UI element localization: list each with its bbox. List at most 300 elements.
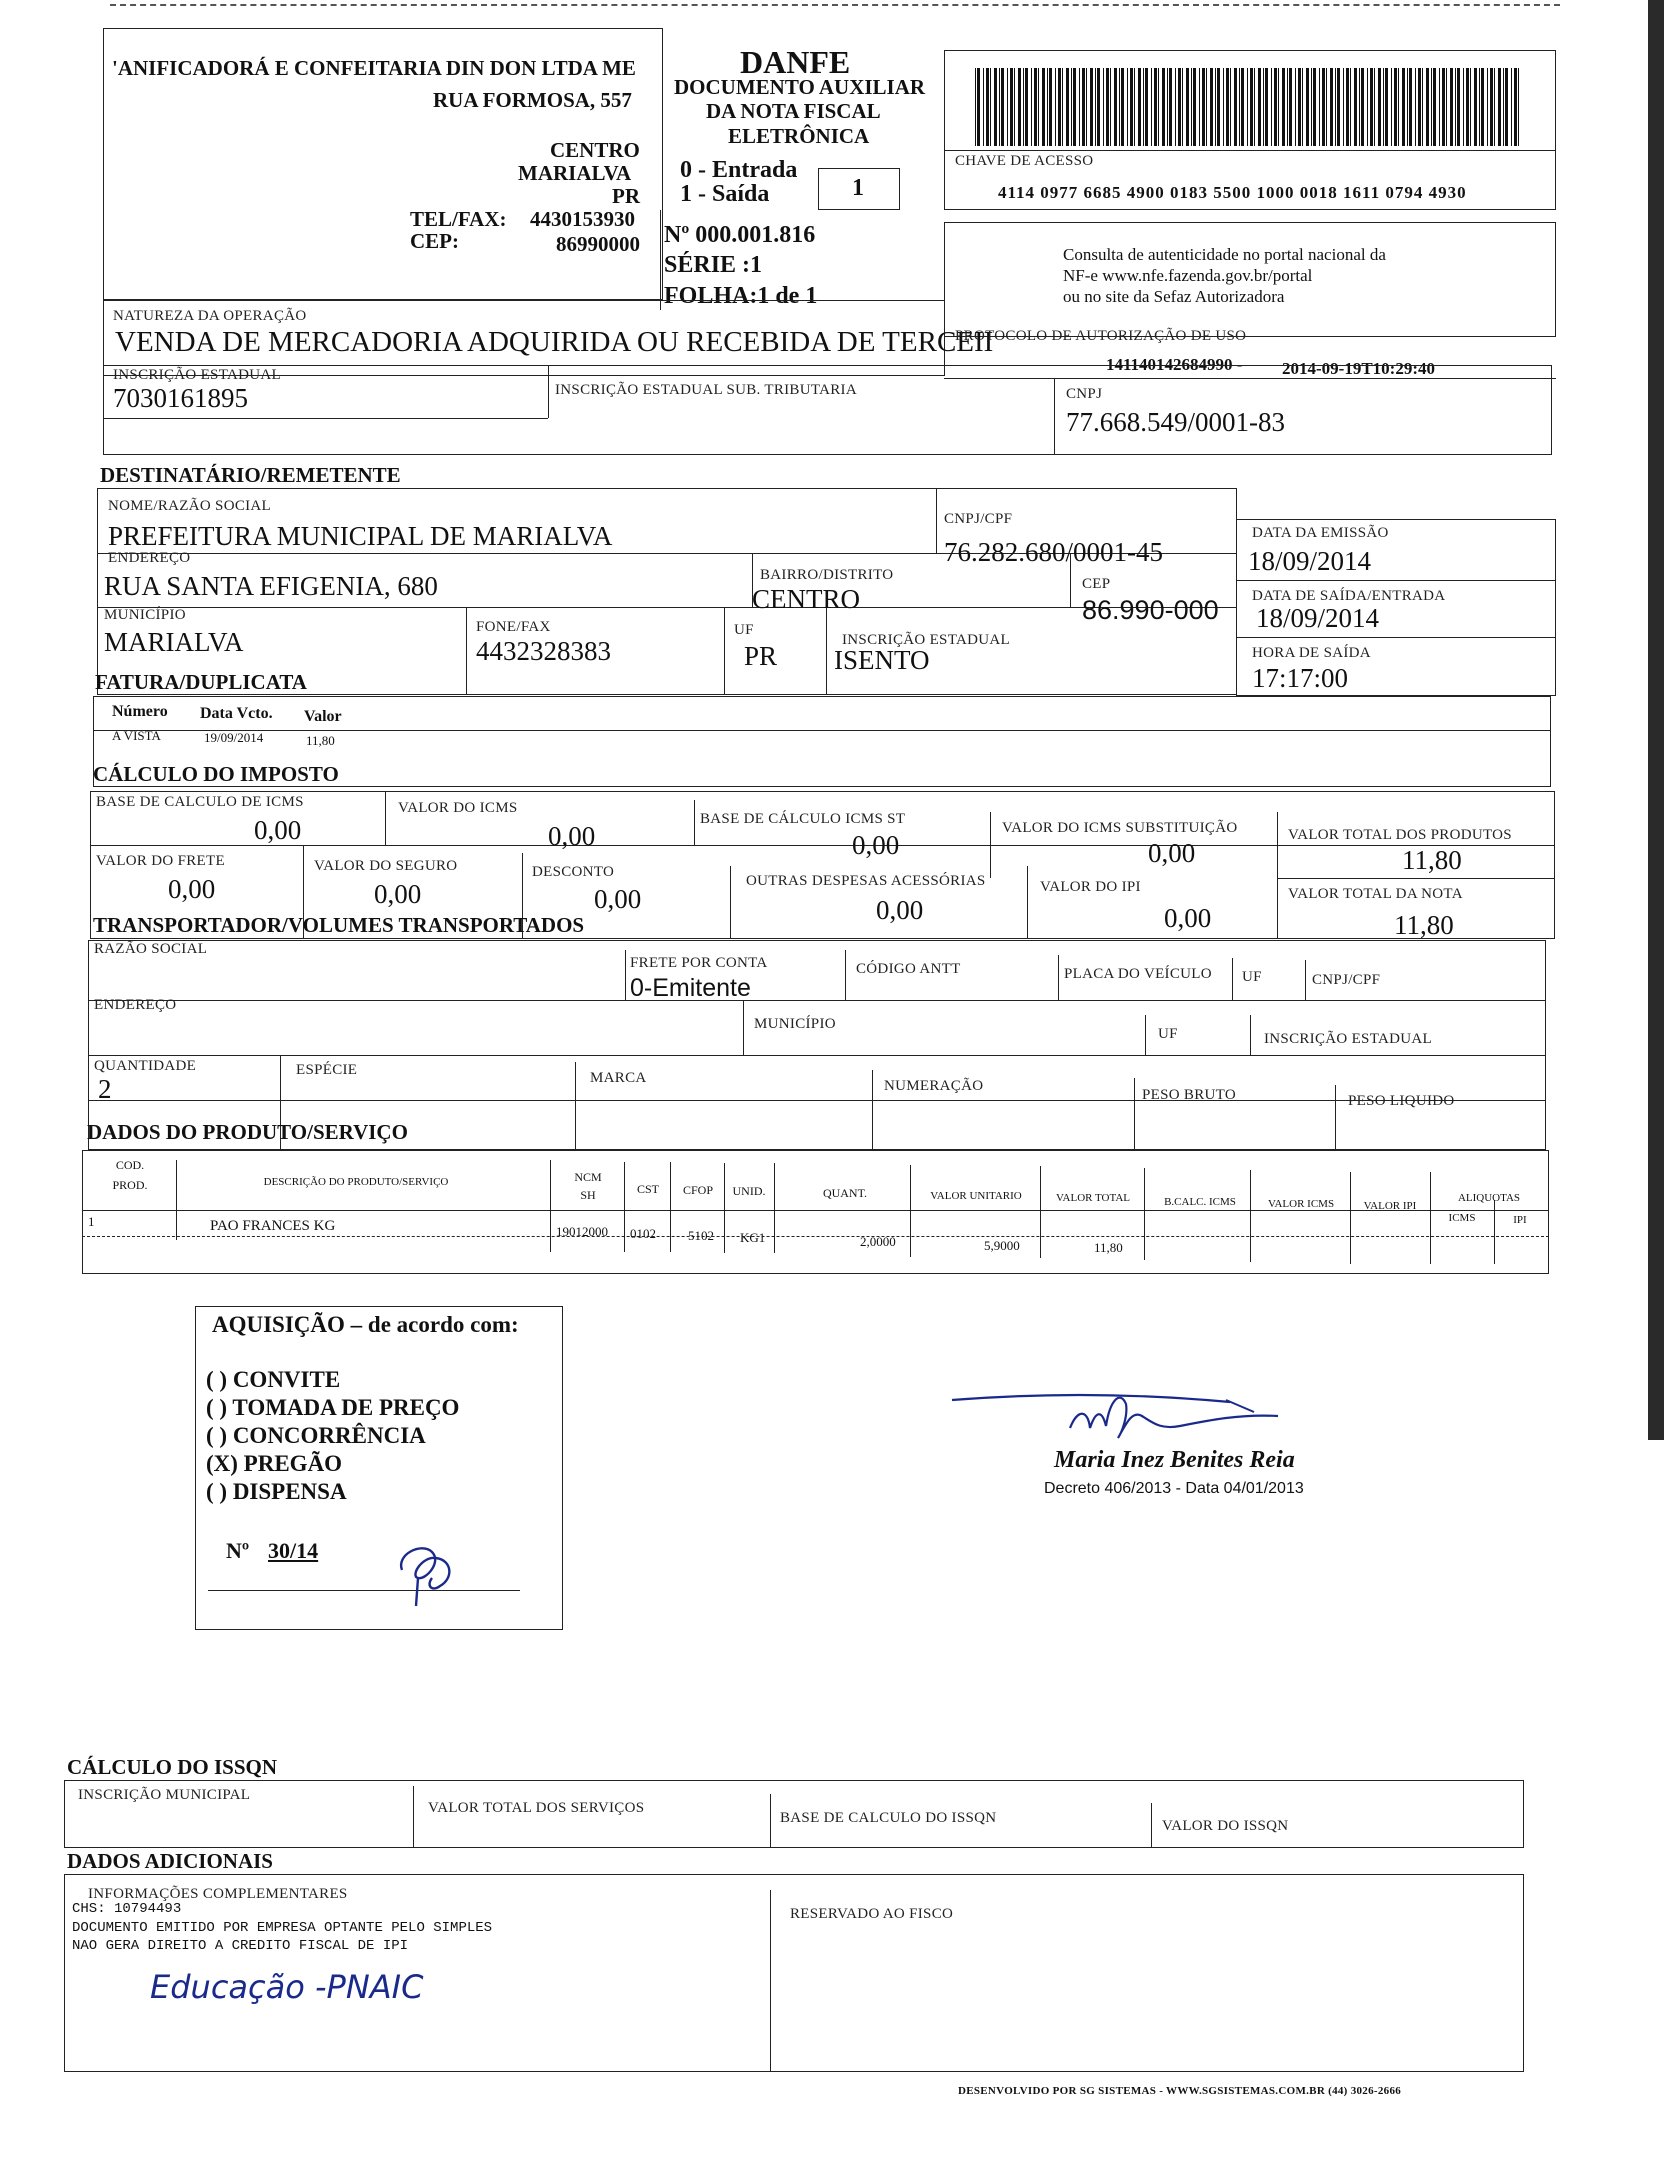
barcode-bar — [1450, 68, 1453, 146]
tr-row2 — [88, 1055, 1546, 1056]
prod-v-quant — [910, 1165, 911, 1257]
danfe-folha: FOLHA:1 de 1 — [664, 283, 818, 309]
tr-bruto-label: PESO BRUTO — [1142, 1087, 1236, 1103]
prod-item-vunit: 5,9000 — [984, 1238, 1020, 1253]
imp-ipi-label: VALOR DO IPI — [1040, 879, 1141, 895]
barcode-bar — [1151, 68, 1152, 146]
prod-row-line — [82, 1236, 1549, 1237]
imp-ipi: 0,00 — [1164, 903, 1212, 933]
tr-especie-label: ESPÉCIE — [296, 1062, 358, 1078]
barcode-bar — [1337, 68, 1340, 146]
issqn-im-label: INSCRIÇÃO MUNICIPAL — [78, 1787, 251, 1803]
prod-h-quant: QUANT. — [822, 1186, 868, 1200]
dest-uf: PR — [744, 641, 778, 671]
danfe-numero: Nº 000.001.816 — [664, 222, 816, 248]
barcode-bar — [1361, 68, 1364, 146]
prod-v-cst — [670, 1162, 671, 1252]
barcode-bar — [1234, 68, 1237, 146]
barcode-bar — [1114, 68, 1117, 146]
barcode-bar — [1007, 68, 1008, 146]
adicionais-linha1: DOCUMENTO EMITIDO POR EMPRESA OPTANTE PELO SIMPLES — [72, 1920, 493, 1936]
fatura-numero: A VISTA — [112, 728, 161, 743]
prod-item-quant: 2,0000 — [860, 1234, 896, 1249]
imp-total-nota: 11,80 — [1394, 910, 1454, 940]
prod-h-cfop: CFOP — [682, 1183, 714, 1197]
tr-v5 — [1305, 960, 1306, 1000]
emitente-tel-label: TEL/FAX: — [410, 207, 507, 231]
prod-h-vipi: VALOR IPI — [1363, 1200, 1417, 1212]
barcode-bar — [986, 68, 989, 146]
adicionais-chs: CHS: 10794493 — [72, 1901, 182, 1917]
barcode-bar — [1383, 68, 1384, 146]
barcode-bar — [1066, 68, 1069, 146]
barcode-bar — [1158, 68, 1159, 146]
dest-cnpj: 76.282.680/0001-45 — [944, 537, 1163, 567]
barcode-bar — [1278, 68, 1279, 146]
barcode-bar — [1378, 68, 1381, 146]
dest-municipio: MARIALVA — [104, 627, 244, 657]
prod-h-cod1: COD. — [115, 1158, 145, 1172]
tr-numeracao-label: NUMERAÇÃO — [884, 1078, 984, 1094]
dest-v5 — [724, 607, 725, 695]
emitente-uf: PR — [612, 184, 640, 208]
consulta-linha2: NF-e www.nfe.fazenda.gov.br/portal — [1063, 266, 1313, 285]
barcode-bar — [1167, 68, 1168, 146]
tr-marca-label: MARCA — [590, 1070, 647, 1086]
inscricao-div1 — [548, 365, 549, 418]
barcode-bar — [1090, 68, 1093, 146]
prod-item-ncm: 19012000 — [556, 1224, 608, 1239]
barcode-bar — [1186, 68, 1189, 146]
barcode-bar — [1346, 68, 1349, 146]
prod-v-aliq — [1494, 1200, 1495, 1264]
imp-total-nota-label: VALOR TOTAL DA NOTA — [1288, 886, 1463, 902]
barcode-bar — [1058, 68, 1061, 146]
adicionais-reservado-label: RESERVADO AO FISCO — [790, 1906, 954, 1922]
danfe-linha2: DA NOTA FISCAL — [706, 99, 881, 123]
barcode-bar — [1010, 68, 1013, 146]
produtos-secao: DADOS DO PRODUTO/SERVIÇO — [87, 1120, 408, 1144]
danfe-saida: 1 - Saída — [680, 181, 770, 207]
tr-uf2-label: UF — [1158, 1026, 1178, 1042]
barcode-bar — [1247, 68, 1248, 146]
prod-v-vipi — [1430, 1172, 1431, 1264]
barcode-bar — [1071, 68, 1072, 146]
barcode-bar — [1295, 68, 1296, 146]
imposto-secao: CÁLCULO DO IMPOSTO — [93, 762, 339, 786]
imp-valor-st: 0,00 — [1148, 838, 1196, 868]
danfe-linha3: ELETRÔNICA — [728, 124, 870, 148]
prod-item-cst: 0102 — [630, 1226, 656, 1241]
natureza-valor: VENDA DE MERCADORIA ADQUIRIDA OU RECEBIDA DE TERCEII — [115, 326, 994, 358]
assinatura-nome: Maria Inez Benites Reia — [1054, 1447, 1295, 1473]
dest-ie-label: INSCRIÇÃO ESTADUAL — [842, 632, 1010, 648]
barcode-bar — [1470, 68, 1471, 146]
barcode — [975, 68, 1525, 146]
barcode-bar — [1145, 68, 1148, 146]
dest-municipio-label: MUNICÍPIO — [104, 607, 186, 623]
emitente-cep: 86990000 — [556, 232, 640, 256]
dest-bairro-label: BAIRRO/DISTRITO — [760, 567, 894, 583]
issqn-v3 — [1151, 1803, 1152, 1848]
inscricao-div2 — [1054, 378, 1055, 455]
imp-v3 — [990, 812, 991, 878]
barcode-bar — [1385, 68, 1388, 146]
issqn-total-label: VALOR TOTAL DOS SERVIÇOS — [428, 1800, 645, 1816]
ie-label: INSCRIÇÃO ESTADUAL — [113, 367, 281, 383]
dest-cnpj-label: CNPJ/CPF — [944, 511, 1013, 527]
tr-row1 — [88, 1000, 1546, 1001]
prod-h-vunit: VALOR UNITARIO — [930, 1190, 1022, 1202]
barcode-bar — [1407, 68, 1408, 146]
imp-v4 — [1277, 812, 1278, 939]
prod-h-vtotal: VALOR TOTAL — [1056, 1192, 1130, 1204]
barcode-bar — [1079, 68, 1080, 146]
emitente-tel: 4430153930 — [530, 207, 635, 231]
prod-h-cod2: PROD. — [112, 1178, 148, 1192]
aquisicao-op5: ( ) DISPENSA — [206, 1479, 347, 1504]
dest-saida-label: DATA DE SAÍDA/ENTRADA — [1252, 588, 1446, 604]
prod-h-ncm1: NCM — [574, 1170, 602, 1184]
tr-v12 — [1134, 1078, 1135, 1150]
emitente-endereco: RUA FORMOSA, 557 — [433, 88, 632, 112]
barcode-bar — [1306, 68, 1309, 146]
barcode-bar — [1025, 68, 1028, 146]
natureza-label: NATUREZA DA OPERAÇÃO — [113, 308, 307, 324]
barcode-bar — [1335, 68, 1336, 146]
imp-outras-label: OUTRAS DESPESAS ACESSÓRIAS — [746, 873, 986, 889]
tr-v1 — [625, 950, 626, 1000]
danfe-serie: SÉRIE :1 — [664, 252, 763, 278]
aquisicao-op4: (X) PREGÃO — [206, 1451, 343, 1476]
tr-v3 — [1058, 955, 1059, 1000]
barcode-bar — [1302, 68, 1303, 146]
chave-label: CHAVE DE ACESSO — [955, 153, 1094, 169]
barcode-bar — [1326, 68, 1327, 146]
barcode-bar — [1422, 68, 1423, 146]
barcode-bar — [1439, 68, 1440, 146]
barcode-bar — [1121, 68, 1124, 146]
danfe-entrada: 0 - Entrada — [680, 157, 798, 183]
barcode-bar — [1514, 68, 1517, 146]
barcode-bar — [1031, 68, 1032, 146]
prod-h-vicms: VALOR ICMS — [1267, 1198, 1335, 1210]
barcode-bar — [1409, 68, 1412, 146]
barcode-bar — [1047, 68, 1048, 146]
barcode-bar — [1511, 68, 1512, 146]
danfe-tipo: 1 — [852, 175, 864, 201]
barcode-bar — [1343, 68, 1344, 146]
barcode-bar — [1217, 68, 1220, 146]
barcode-bar — [1073, 68, 1076, 146]
dest-emissao-label: DATA DA EMISSÃO — [1252, 525, 1389, 541]
consulta-linha1: Consulta de autenticidade no portal nacional da — [1063, 245, 1386, 264]
dest-v4 — [466, 607, 467, 695]
barcode-bar — [1505, 68, 1508, 146]
tr-ie-label: INSCRIÇÃO ESTADUAL — [1264, 1031, 1432, 1047]
barcode-bar — [1455, 68, 1456, 146]
barcode-bar — [1330, 68, 1333, 146]
barcode-bar — [1367, 68, 1368, 146]
dest-row2 — [97, 607, 1237, 608]
barcode-bar — [1097, 68, 1100, 146]
emitente-cep-label: CEP: — [410, 229, 459, 253]
imp-valor-icms-label: VALOR DO ICMS — [398, 800, 518, 816]
tr-municipio-label: MUNICÍPIO — [754, 1016, 836, 1032]
imp-desconto: 0,00 — [594, 884, 642, 914]
barcode-bar — [1191, 68, 1192, 146]
inscricao-div3 — [103, 418, 548, 419]
fatura-h-numero: Número — [112, 703, 168, 720]
barcode-bar — [994, 68, 997, 146]
imp-base-st-label: BASE DE CÁLCULO ICMS ST — [700, 811, 906, 827]
barcode-bar — [1271, 68, 1272, 146]
barcode-bar — [1106, 68, 1109, 146]
imp-frete: 0,00 — [168, 874, 216, 904]
barcode-bar — [1178, 68, 1181, 146]
dest-fone-label: FONE/FAX — [476, 619, 551, 635]
cnpj-emitente-label: CNPJ — [1066, 386, 1103, 402]
barcode-bar — [1446, 68, 1447, 146]
adicionais-linha2: NAO GERA DIREITO A CREDITO FISCAL DE IPI — [72, 1938, 409, 1954]
prod-item-unid: KG1 — [740, 1230, 766, 1245]
tr-antt-label: CÓDIGO ANTT — [856, 961, 961, 977]
barcode-bar — [1023, 68, 1024, 146]
barcode-bar — [1418, 68, 1421, 146]
emitente-nome: 'ANIFICADORÁ E CONFEITARIA DIN DON LTDA ME — [112, 56, 636, 80]
prod-v-vicms — [1350, 1172, 1351, 1264]
prod-h-unid: UNID. — [732, 1184, 766, 1198]
tr-placa-label: PLACA DO VEÍCULO — [1064, 966, 1212, 982]
dest-v6 — [826, 607, 827, 695]
barcode-bar — [1311, 68, 1312, 146]
prod-v-cod — [176, 1160, 177, 1240]
barcode-bar — [1062, 68, 1063, 146]
imp-valor-icms: 0,00 — [548, 821, 596, 851]
fatura-h-data: Data Vcto. — [200, 705, 273, 722]
danfe-linha1: DOCUMENTO AUXILIAR — [674, 75, 926, 99]
barcode-bar — [1169, 68, 1172, 146]
barcode-bar — [1282, 68, 1285, 146]
aquisicao-signature-line — [208, 1590, 520, 1591]
barcode-bar — [1182, 68, 1183, 146]
barcode-bar — [1154, 68, 1157, 146]
barcode-bar — [1374, 68, 1375, 146]
imp-base-st: 0,00 — [852, 830, 900, 860]
prod-v-bcalc — [1250, 1170, 1251, 1262]
imp-seguro-label: VALOR DO SEGURO — [314, 858, 458, 874]
barcode-bar — [1086, 68, 1087, 146]
dest-nome-label: NOME/RAZÃO SOCIAL — [108, 498, 272, 514]
cnpj-emitente: 77.668.549/0001-83 — [1066, 407, 1285, 437]
barcode-bar — [1206, 68, 1207, 146]
barcode-bar — [1322, 68, 1325, 146]
aquisicao-titulo: AQUISIÇÃO – de acordo com: — [212, 1312, 519, 1337]
protocolo-label: PROTOCOLO DE AUTORIZAÇÃO DE USO — [955, 328, 1247, 344]
ie-valor: 7030161895 — [113, 383, 248, 413]
dest-data-row2 — [1236, 637, 1556, 638]
barcode-bar — [1014, 68, 1015, 146]
dest-nome: PREFEITURA MUNICIPAL DE MARIALVA — [108, 521, 613, 551]
dest-saida: 18/09/2014 — [1256, 603, 1380, 633]
barcode-bar — [1130, 68, 1133, 146]
barcode-bar — [1095, 68, 1096, 146]
prod-h-desc: DESCRIÇÃO DO PRODUTO/SERVIÇO — [263, 1176, 449, 1188]
prod-v-cfop — [724, 1163, 725, 1253]
aquisicao-num-label: Nº — [226, 1538, 250, 1563]
barcode-bar — [1034, 68, 1037, 146]
dest-bairro: CENTRO — [752, 584, 860, 614]
imp-row2 — [1277, 878, 1555, 879]
prod-v-unid — [774, 1163, 775, 1253]
issqn-v1 — [413, 1786, 414, 1848]
barcode-bar — [1055, 68, 1056, 146]
prod-v-vtotal — [1144, 1168, 1145, 1260]
imp-v8 — [1027, 866, 1028, 939]
imp-row1 — [90, 845, 1555, 846]
barcode-bar — [1082, 68, 1085, 146]
barcode-bar — [1202, 68, 1205, 146]
barcode-bar — [983, 68, 984, 146]
tr-v6 — [743, 1000, 744, 1055]
top-edge — [110, 4, 1560, 6]
fatura-h-valor: Valor — [304, 708, 342, 725]
issqn-secao: CÁLCULO DO ISSQN — [67, 1755, 278, 1779]
barcode-bar — [1042, 68, 1045, 146]
tr-v8 — [1250, 1015, 1251, 1055]
aquisicao-rubrica — [392, 1534, 472, 1614]
imp-valor-st-label: VALOR DO ICMS SUBSTITUIÇÃO — [1002, 820, 1238, 836]
barcode-bar — [1193, 68, 1196, 146]
dest-v1 — [936, 488, 937, 553]
barcode-bar — [1481, 68, 1484, 146]
barcode-bar — [1162, 68, 1165, 146]
barcode-bar — [1138, 68, 1141, 146]
barcode-bar — [1474, 68, 1477, 146]
barcode-bar — [1431, 68, 1432, 146]
barcode-bar — [1001, 68, 1004, 146]
consulta-linha3: ou no site da Sefaz Autorizadora — [1063, 287, 1285, 306]
imp-base-icms-label: BASE DE CALCULO DE ICMS — [96, 794, 304, 810]
dest-endereco-label: ENDEREÇO — [108, 550, 191, 566]
barcode-bar — [1274, 68, 1277, 146]
issqn-valor-label: VALOR DO ISSQN — [1162, 1818, 1289, 1834]
aquisicao-op2: ( ) TOMADA DE PREÇO — [206, 1395, 460, 1420]
rodape: DESENVOLVIDO POR SG SISTEMAS - WWW.SGSISTEMAS.COM.BR (44) 3026-2666 — [958, 2085, 1402, 2097]
tr-cnpj-label: CNPJ/CPF — [1312, 972, 1381, 988]
barcode-bar — [1442, 68, 1445, 146]
page-edge-shadow — [1648, 0, 1664, 1440]
aquisicao-op3: ( ) CONCORRÊNCIA — [206, 1423, 426, 1448]
barcode-bar — [1289, 68, 1292, 146]
barcode-bar — [1313, 68, 1316, 146]
prod-item-vtotal: 11,80 — [1094, 1240, 1123, 1255]
fatura-valor: 11,80 — [306, 733, 335, 748]
tr-v7 — [1145, 1015, 1146, 1055]
barcode-bar — [1210, 68, 1213, 146]
barcode-bar — [1402, 68, 1405, 146]
barcode-bar — [1457, 68, 1460, 146]
imp-v2 — [694, 800, 695, 845]
barcode-bar — [1433, 68, 1436, 146]
prod-v-vunit — [1040, 1166, 1041, 1258]
produtos-box — [82, 1150, 1549, 1274]
issqn-base-label: BASE DE CALCULO DO ISSQN — [780, 1810, 997, 1826]
barcode-bar — [977, 68, 980, 146]
tr-razao-label: RAZÃO SOCIAL — [94, 941, 208, 957]
prod-h-aliq: ALIQUOTAS — [1457, 1192, 1521, 1204]
tr-v13 — [1335, 1085, 1336, 1150]
barcode-bar — [1038, 68, 1039, 146]
barcode-bar — [1175, 68, 1176, 146]
adicionais-manuscrito: Educação -PNAIC — [150, 1968, 424, 2006]
barcode-bar — [1391, 68, 1392, 146]
transporte-secao: TRANSPORTADOR/VOLUMES TRANSPORTADOS — [93, 913, 585, 937]
inscricao-box — [103, 365, 1552, 455]
adicionais-secao: DADOS ADICIONAIS — [67, 1849, 273, 1873]
prod-item-cfop: 5102 — [688, 1228, 714, 1243]
barcode-bar — [1494, 68, 1495, 146]
tr-row3 — [88, 1100, 1546, 1101]
barcode-bar — [1359, 68, 1360, 146]
tr-v2 — [845, 950, 846, 1000]
fatura-underline — [93, 730, 1551, 731]
prod-h-aliq-icms: ICMS — [1448, 1212, 1476, 1224]
barcode-bar — [1258, 68, 1261, 146]
dest-emissao: 18/09/2014 — [1248, 546, 1372, 576]
imp-outras: 0,00 — [876, 895, 924, 925]
barcode-bar — [1370, 68, 1373, 146]
prod-v-desc — [550, 1160, 551, 1252]
barcode-bar — [1215, 68, 1216, 146]
dest-hora-label: HORA DE SAÍDA — [1252, 645, 1371, 661]
tr-uf-label: UF — [1242, 969, 1262, 985]
prod-h-ncm2: SH — [580, 1188, 596, 1202]
barcode-bar — [1127, 68, 1128, 146]
tr-v11 — [872, 1070, 873, 1150]
adicionais-info-label: INFORMAÇÕES COMPLEMENTARES — [88, 1886, 348, 1902]
barcode-bar — [1487, 68, 1488, 146]
assinatura-decreto: Decreto 406/2013 - Data 04/01/2013 — [1044, 1480, 1304, 1497]
barcode-bar — [1394, 68, 1397, 146]
danfe-divider — [660, 210, 661, 310]
barcode-bar — [1103, 68, 1104, 146]
dest-ie: ISENTO — [834, 645, 930, 675]
barcode-bar — [1398, 68, 1399, 146]
barcode-bar — [1199, 68, 1200, 146]
barcode-bar — [1490, 68, 1493, 146]
ie-st-label: INSCRIÇÃO ESTADUAL SUB. TRIBUTARIA — [555, 382, 857, 398]
destinatario-secao: DESTINATÁRIO/REMETENTE — [100, 463, 401, 487]
barcode-bar — [1110, 68, 1111, 146]
barcode-bar — [1250, 68, 1253, 146]
emitente-bairro: CENTRO — [550, 138, 640, 162]
dest-cep: 86.990-000 — [1082, 595, 1219, 625]
barcode-bar — [1426, 68, 1429, 146]
tr-qtd: 2 — [98, 1074, 112, 1104]
barcode-bar — [1018, 68, 1021, 146]
imp-base-icms: 0,00 — [254, 815, 302, 845]
aquisicao-num: 30/14 — [268, 1538, 319, 1563]
barcode-bar — [1134, 68, 1135, 146]
barcode-bar — [1143, 68, 1144, 146]
barcode-bar — [999, 68, 1000, 146]
issqn-v2 — [770, 1794, 771, 1848]
barcode-bar — [1223, 68, 1224, 146]
prod-header-line — [82, 1210, 1549, 1211]
barcode-bar — [1119, 68, 1120, 146]
barcode-bar — [1518, 68, 1519, 146]
